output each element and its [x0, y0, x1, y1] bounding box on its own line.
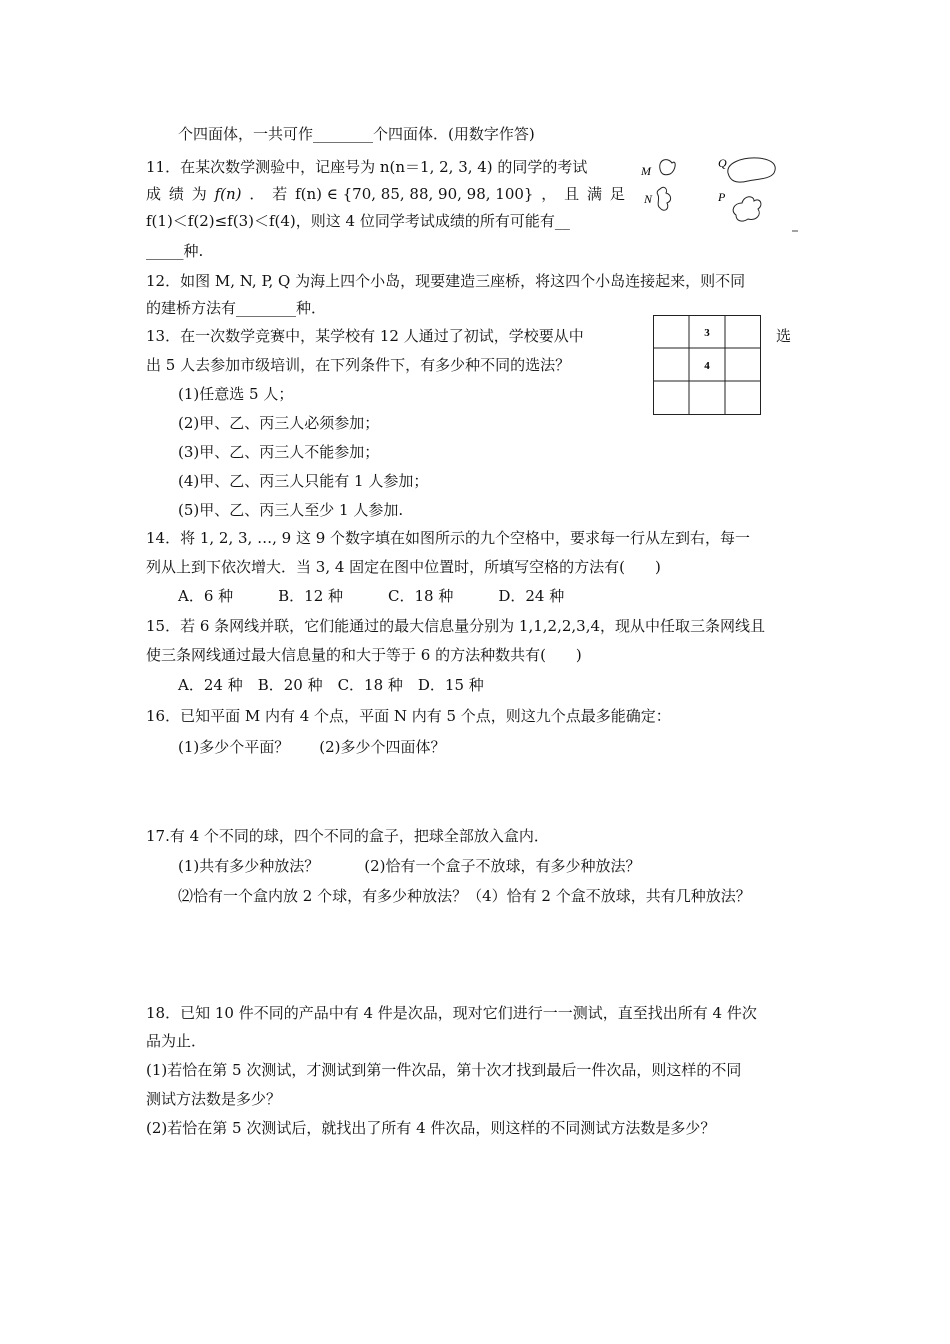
q11-line4: _____种.: [146, 242, 204, 260]
q11-line2-part: ．: [249, 185, 265, 203]
q15-line2: 使三条网线通过最大信息量的和大于等于 6 的方法种数共有( ): [146, 646, 582, 664]
q11-line2-part: 成: [146, 185, 162, 203]
islands-figure: [630, 145, 810, 245]
q13-item-5: (5)甲、乙、丙三人至少 1 人参加.: [178, 501, 404, 519]
q13-line2: 出 5 人去参加市级培训，在下列条件下，有多少种不同的选法？: [146, 356, 571, 374]
q13-line1-right: 选: [776, 327, 792, 345]
q13-item-1: (1)任意选 5 人；: [178, 385, 294, 403]
q15-line1: 15．若 6 条网线并联，它们能通过的最大信息量分别为 1,1,2,2,3,4，现从中任取三条网线且: [146, 617, 766, 635]
island-m: [660, 160, 675, 175]
q11-line2-part: 若: [272, 185, 288, 203]
q13-item-4: (4)甲、乙、丙三人只能有 1 人参加；: [178, 472, 429, 490]
q12-line2: 的建桥方法有________种．: [146, 299, 327, 317]
q10-tail: 个四面体，一共可作________个四面体．(用数字作答): [178, 125, 535, 143]
q18-line3: (1)若恰在第 5 次测试，才测试到第一件次品，第十次才找到最后一件次品，则这样的不同: [146, 1061, 742, 1079]
q11-line2-part: 且: [564, 185, 580, 203]
island-label-p: P: [718, 190, 726, 204]
q11-line2-part: 满: [587, 185, 603, 203]
q18-line5: (2)若恰在第 5 次测试后，就找出了所有 4 件次品，则这样的不同测试方法数是多少？: [146, 1119, 716, 1137]
number-grid: [653, 315, 761, 415]
q14-options: A．6 种 B．12 种 C．18 种 D．24 种: [178, 587, 565, 605]
q18-line1: 18．已知 10 件不同的产品中有 4 件是次品，现对它们进行一一测试，直至找出所有 4 件次: [146, 1004, 757, 1022]
q13-item-2: (2)甲、乙、丙三人必须参加；: [178, 414, 380, 432]
grid-cell: 4: [704, 360, 710, 372]
q13-item-3: (3)甲、乙、丙三人不能参加；: [178, 443, 380, 461]
q18-line2: 品为止．: [146, 1032, 207, 1050]
island-p: [733, 197, 761, 221]
q11-line2-part: 为: [191, 185, 207, 203]
q14-line1: 14．将 1, 2, 3, …, 9 这 9 个数字填在如图所示的九个空格中，要求每一行从左到右，每一: [146, 529, 751, 547]
q16-line1: 16．已知平面 M 内有 4 个点，平面 N 内有 5 个点，则这九个点最多能确定：: [146, 707, 671, 725]
q17-line1: 17.有 4 个不同的球，四个不同的盒子，把球全部放入盒内．: [146, 827, 549, 845]
q11-line2-part: 绩: [168, 185, 184, 203]
q17-line2: (1)共有多少种放法？ (2)恰有一个盒子不放球，有多少种放法？: [178, 857, 641, 875]
q17-line3: ⑵恰有一个盒内放 2 个球，有多少种放法？（4）恰有 2 个盒不放球，共有几种放法？: [178, 887, 751, 905]
q18-line4: 测试方法数是多少？: [146, 1090, 282, 1108]
q11-line2-part: f(n) ∈ {70, 85, 88, 90, 98, 100}: [295, 185, 534, 203]
island-label-q: Q: [718, 156, 727, 170]
island-label-m: M: [641, 164, 651, 178]
q16-line2: (1)多少个平面？ (2)多少个四面体？: [178, 738, 446, 756]
q11-line2: [146, 184, 625, 204]
q15-options: A．24 种 B．20 种 C．18 种 D．15 种: [178, 676, 484, 694]
island-q: [728, 158, 775, 182]
q13-line1: 13．在一次数学竞赛中，某学校有 12 人通过了初试，学校要从中: [146, 327, 584, 345]
q11-line2-part: 足: [609, 185, 625, 203]
q11-line3: f(1)＜f(2)≤f(3)＜f(4)，则这 4 位同学考试成绩的所有可能有__: [146, 212, 570, 230]
q14-line2: 列从上到下依次增大．当 3, 4 固定在图中位置时，所填写空格的方法有( ): [146, 558, 661, 576]
island-n: [657, 187, 670, 210]
q11-line2-part: ，: [541, 185, 557, 203]
grid-cell: 3: [704, 327, 710, 339]
q12-line1: 12．如图 M, N, P, Q 为海上四个小岛，现要建造三座桥，将这四个小岛连接起来，则不同: [146, 272, 746, 290]
q11-line1: 11．在某次数学测验中，记座号为 n(n＝1, 2, 3, 4) 的同学的考试: [146, 158, 588, 176]
island-label-n: N: [644, 192, 653, 206]
q11-line2-part: f(n): [214, 185, 242, 203]
